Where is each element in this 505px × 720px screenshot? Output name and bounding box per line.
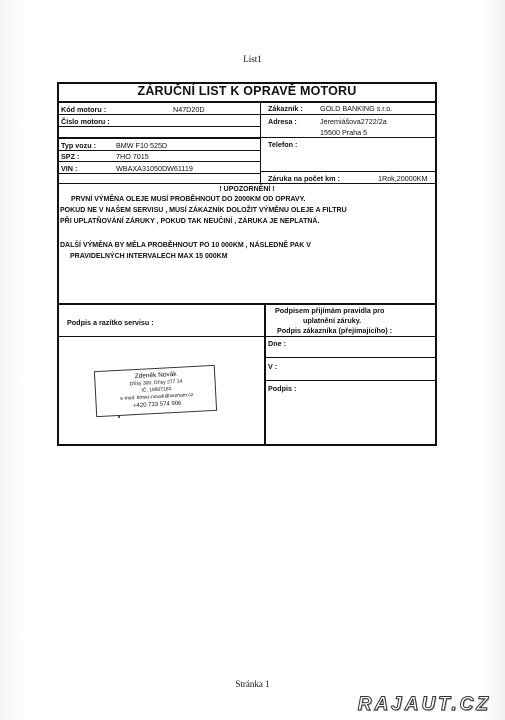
rule-place	[266, 380, 436, 381]
address-line2: 15500 Praha 5	[320, 128, 368, 137]
rule-left-row3-thick	[58, 137, 261, 139]
customer-accept-line1: Podpisem přijímám pravidla pro	[275, 306, 385, 315]
customer-accept-line2: uplatnění záruky.	[303, 316, 362, 325]
notice-line5: PRAVIDELNÝCH INTERVALECH MAX 15 000KM	[70, 253, 228, 260]
notice-line2: POKUD NE V NAŠEM SERVISU , MUSÍ ZÁKAZNÍK DOLOŽIT VÝMĚNU OLEJE A FILTRU	[60, 207, 347, 214]
warranty-label: Záruka na počet km :	[268, 174, 340, 183]
rule-right-row3	[261, 137, 436, 138]
service-stamp	[94, 365, 217, 417]
signature-label: Podpis :	[268, 384, 297, 393]
engine-number-label: Číslo motoru :	[61, 117, 110, 126]
plate-label: SPZ :	[61, 152, 80, 161]
warranty-value: 1Rok,20000KM	[378, 174, 428, 183]
watermark-logo: RAJAUT.CZ	[357, 694, 491, 715]
vehicle-type-value: BMW F10 525D	[116, 141, 168, 150]
rule-signature-header	[58, 336, 436, 337]
sheet-header: List1	[243, 54, 262, 64]
vehicle-type-label: Typ vozu :	[61, 141, 97, 150]
rule-left-row5	[58, 161, 261, 162]
vrule-upper	[260, 102, 261, 183]
address-label: Adresa :	[268, 117, 297, 126]
phone-label: Telefon :	[268, 140, 298, 149]
customer-label: Zákazník :	[268, 104, 303, 113]
service-signature-label: Podpis a razítko servisu :	[67, 318, 154, 327]
customer-accept-line3: Podpis zákazníka (přejímajícího) :	[277, 326, 393, 335]
notice-line4: DALŠÍ VÝMĚNA BY MĚLA PROBĚHNOUT PO 10 000KM , NÁSLEDNĚ PAK V	[60, 242, 311, 249]
rule-warranty-top	[261, 171, 436, 172]
stamp-phone: +420 733 574 906	[132, 400, 182, 410]
stamp-dot	[118, 416, 120, 418]
stamp-name: Zdeněk Novák	[134, 370, 177, 381]
engine-code-label: Kód motoru :	[61, 105, 107, 114]
rule-left-row2	[58, 126, 261, 127]
place-label: V :	[268, 362, 278, 371]
rule-row1	[58, 114, 436, 115]
rule-left-row4	[58, 150, 261, 151]
engine-code-value: N47D20D	[173, 105, 205, 114]
vin-label: VIN :	[61, 164, 78, 173]
vin-value: WBAXA31050DW61119	[116, 164, 193, 173]
date-label: Dne :	[268, 339, 286, 348]
address-line1: Jeremiášova2722/2a	[320, 117, 387, 126]
page-footer: Stránka 1	[235, 679, 270, 689]
stamp-ic: IČ: 19807180	[141, 386, 172, 394]
rule-below-title	[58, 101, 436, 103]
rule-notice-top	[58, 183, 436, 184]
notice-line3: PŘI UPLATŇOVÁNÍ ZÁRUKY , POKUD TAK NEUČINÍ , ZÁRUKA JE NEPLATNÁ.	[60, 218, 320, 225]
rule-left-row6	[58, 173, 261, 174]
customer-value: GOLD BANKING s.r.o.	[320, 104, 393, 113]
vrule-lower	[264, 304, 266, 445]
form-title: ZÁRUČNÍ LIST K OPRAVĚ MOTORU	[137, 84, 357, 98]
rule-notice-bottom	[58, 303, 436, 305]
notice-heading: ! UPOZORNĚNÍ !	[219, 186, 275, 193]
notice-line1: PRVNÍ VÝMĚNA OLEJE MUSÍ PROBĚHNOUT DO 2000KM OD OPRAVY.	[71, 196, 306, 203]
stamp-address: Dřísy 300, Dřísy 277 14	[129, 378, 183, 388]
rule-date	[266, 357, 436, 358]
stamp-email: e-mail: bmwz.novak@seznam.cz	[120, 392, 194, 402]
plate-value: 7HO 7015	[116, 152, 149, 161]
